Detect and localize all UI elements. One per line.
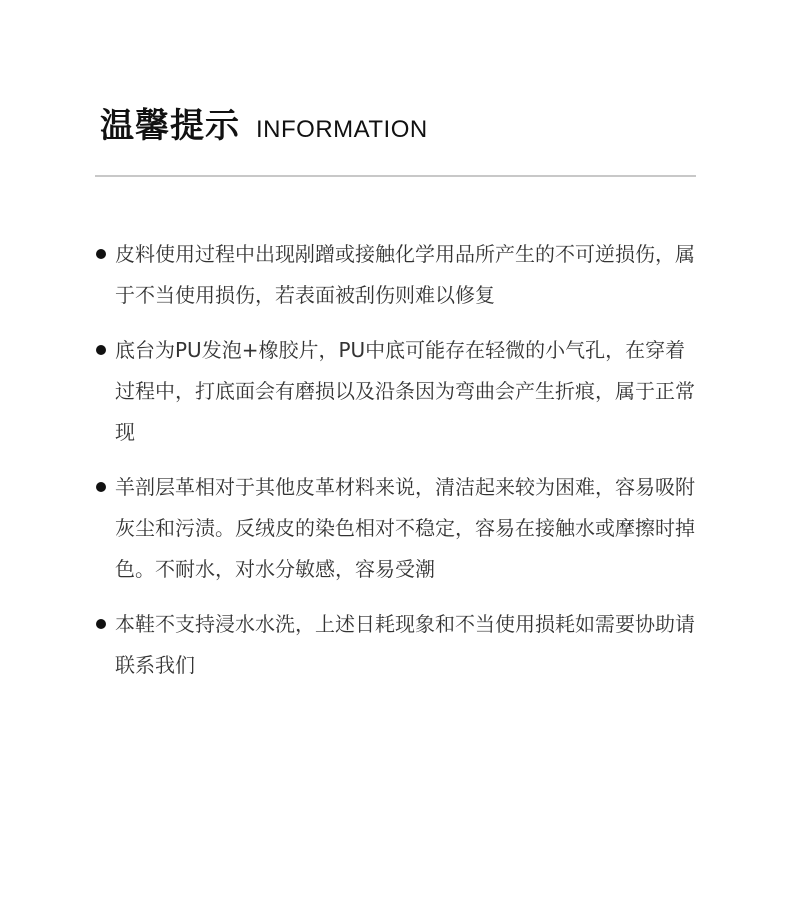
bullet-dot-icon bbox=[96, 249, 106, 259]
notice-list bbox=[95, 244, 695, 710]
page-subtitle: INFORMATION bbox=[256, 116, 428, 143]
notice-item bbox=[95, 330, 695, 453]
notice-item bbox=[95, 234, 695, 316]
notice-item bbox=[95, 467, 695, 590]
section-header bbox=[100, 104, 428, 148]
notice-text: 底台为PU发泡+橡胶片，PU中底可能存在轻微的小气孔，在穿着过程中，打底面会有磨损以及沿条因为弯曲会产生折痕，属于正常现 bbox=[115, 338, 695, 444]
bullet-dot-icon bbox=[96, 619, 106, 629]
notice-item bbox=[95, 604, 695, 686]
notice-text: 皮料使用过程中出现剐蹭或接触化学用品所产生的不可逆损伤，属于不当使用损伤，若表面被刮伤则难以修复 bbox=[115, 242, 695, 307]
bullet-dot-icon bbox=[96, 345, 106, 355]
notice-text: 羊剖层革相对于其他皮革材料来说，清洁起来较为困难，容易吸附灰尘和污渍。反绒皮的染色相对不稳定，容易在接触水或摩擦时掉色。不耐水，对水分敏感，容易受潮 bbox=[115, 475, 695, 581]
page-title: 温馨提示 bbox=[100, 106, 240, 146]
title-divider bbox=[95, 175, 696, 177]
bullet-dot-icon bbox=[96, 482, 106, 492]
notice-text: 本鞋不支持浸水水洗，上述日耗现象和不当使用损耗如需要协助请联系我们 bbox=[115, 612, 695, 677]
